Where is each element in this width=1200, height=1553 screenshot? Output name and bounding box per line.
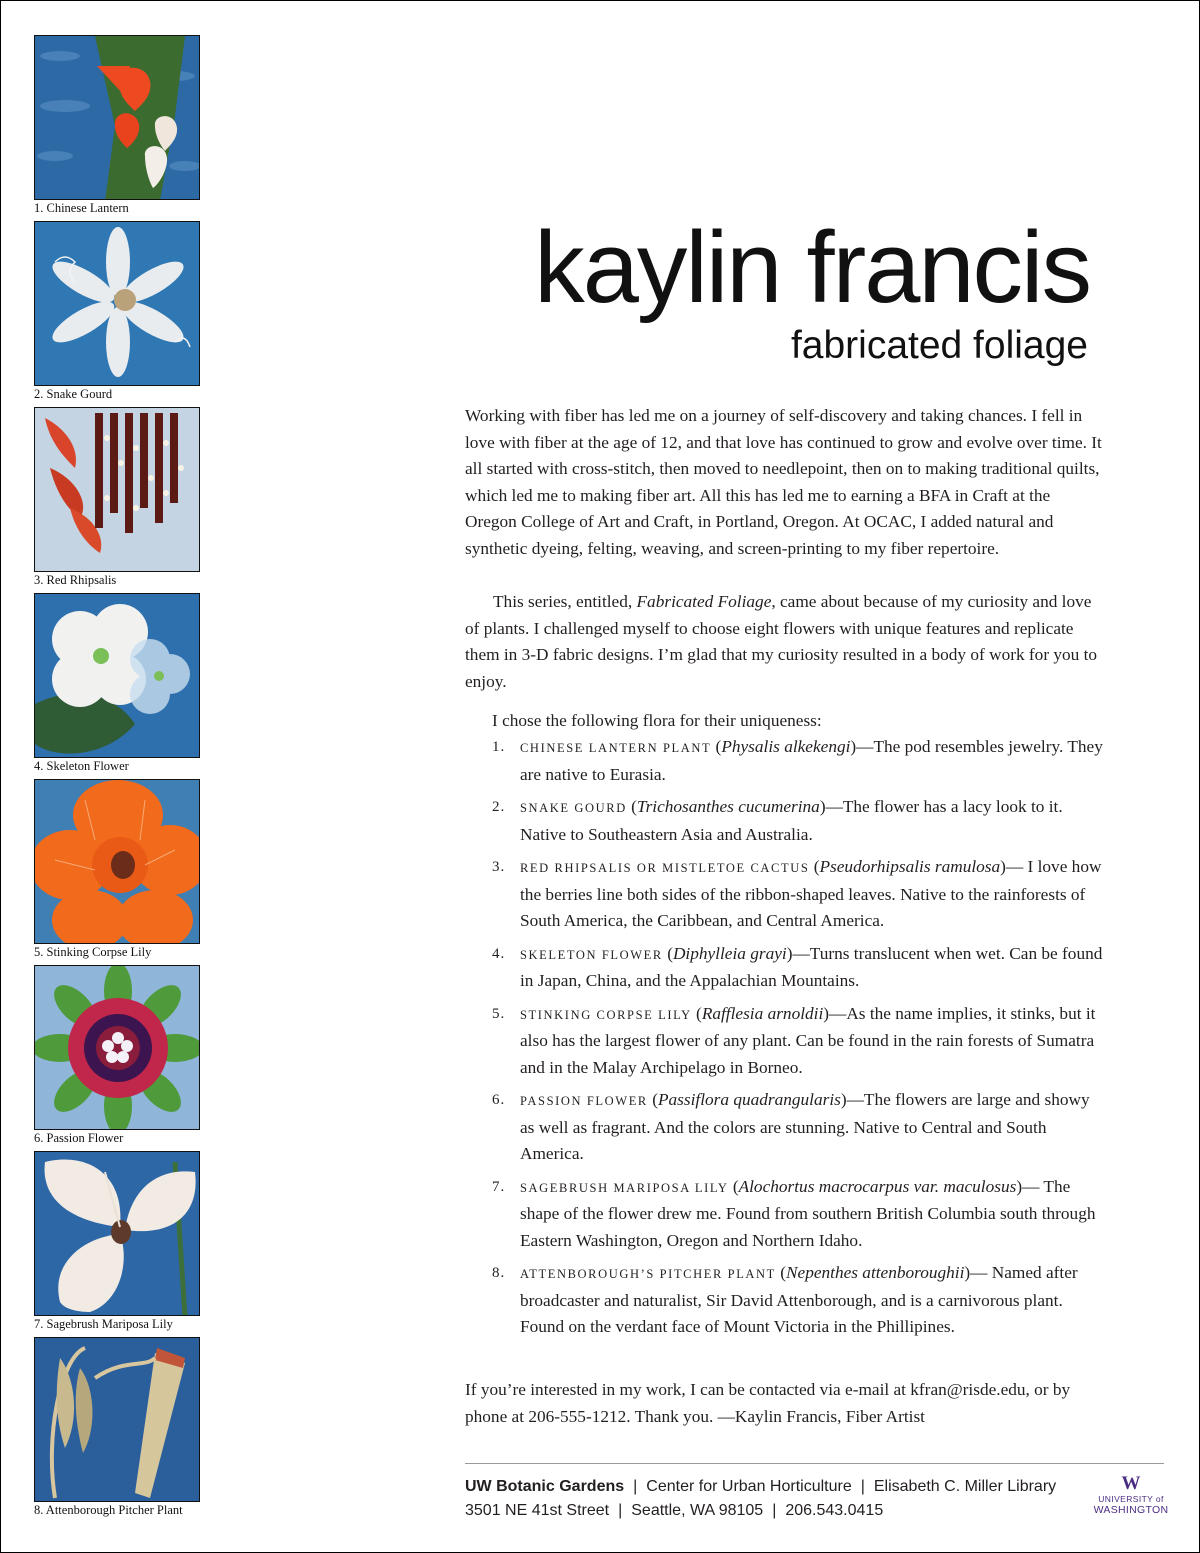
thumbnail-caption: 4. Skeleton Flower [34, 759, 129, 773]
list-number: 4. [492, 945, 506, 962]
flora-list [465, 734, 1105, 1347]
passion-flower-artwork [34, 965, 200, 1130]
flora-desc: — I love how the berries line both sides of the ribbon-shaped leaves. Native to the rainforests of South America, the Caribbean, and Central America. [520, 857, 1102, 930]
list-number: 6. [492, 1092, 506, 1108]
footer-city: Seattle, WA 98105 [631, 1502, 764, 1519]
flora-name: SKELETON FLOWER [520, 947, 663, 962]
flora-desc: —The pod resembles jewelry. They are native to Eurasia. [520, 737, 1103, 784]
list-item: 2. SNAKE GOURD (Trichosanthes cucumerina)—The flower has a lacy look to it. Native to Southeastern Asia and Australia. [465, 794, 1105, 848]
flora-name: RED RHIPSALIS OR MISTLETOE CACTUS [520, 861, 810, 875]
list-item: 4. SKELETON FLOWER (Diphylleia grayi)—Turns translucent when wet. Can be found in Japan, China, and the Appalachian Mountains. [465, 941, 1105, 995]
list-item: 7. SAGEBRUSH MARIPOSA LILY (Alochortus macrocarpus var. maculosus)— The shape of the flower drew me. Found from southern British Columbia south through Eastern Washington, Oregon and Northern Idaho. [465, 1174, 1105, 1255]
flora-name: CHINESE LANTERN PLANT [520, 741, 712, 755]
flora-desc: —As the name implies, it stinks, but it also has the largest flower of any plant. Can be found in the rain forests of Sumatra and in the Malay Archipelago in Borneo. [520, 1003, 1096, 1077]
flora-desc: —The flowers are large and showy as well as fragrant. And the colors are stunning. Native to Central and South America. [520, 1090, 1090, 1163]
thumbnail-skeleton-flower [34, 593, 200, 773]
uw-logo-university: UNIVERSITY of [1098, 1494, 1164, 1504]
footer-center: Center for Urban Horticulture [646, 1478, 852, 1495]
thumbnail-caption: 8. Attenborough Pitcher Plant [34, 1503, 183, 1517]
footer-line-2 [465, 1499, 1056, 1523]
flora-latin: Diphylleia grayi [672, 943, 787, 963]
footer-address: 3501 NE 41st Street [465, 1502, 610, 1519]
thumbnail-passion-flower [34, 965, 200, 1145]
uw-w-mark: W [1121, 1473, 1141, 1494]
footer-separator: | [772, 1502, 777, 1519]
flora-name: SAGEBRUSH MARIPOSA LILY [520, 1180, 729, 1195]
chinese-lantern-artwork [34, 35, 200, 200]
uw-logo [1092, 1474, 1170, 1516]
skeleton-flower-artwork [34, 593, 200, 758]
thumbnail-red-rhipsalis [34, 407, 200, 587]
series-title: Fabricated Foliage [636, 592, 772, 611]
flora-latin: Nepenthes attenboroughii [786, 1263, 965, 1282]
flora-desc: — Named after broadcaster and naturalist, Sir David Attenborough, and is a carnivorous plant. Found on the verdant face of Mount Victoria in the Phillipines. [520, 1263, 1078, 1336]
list-number: 2. [492, 799, 506, 815]
flora-intro: I chose the following flora for their uniqueness: [492, 711, 822, 730]
thumbnail-caption: 5. Stinking Corpse Lily [34, 945, 152, 959]
flora-name: ATTENBOROUGH’S PITCHER PLANT [520, 1267, 776, 1281]
corpse-lily-artwork [34, 779, 200, 944]
thumbnail-chinese-lantern [34, 35, 200, 215]
thumbnail-caption: 2. Snake Gourd [34, 387, 113, 401]
footer-line-1 [465, 1475, 1056, 1499]
list-item: 3. RED RHIPSALIS OR MISTLETOE CACTUS (Pseudorhipsalis ramulosa)— I love how the berries line both sides of the ribbon-shaped leaves. Native to the rainforests of South America, the Caribbean, and Central America. [465, 854, 1105, 935]
flora-desc: —Turns translucent when wet. Can be found in Japan, China, and the Appalachian Mountains. [520, 943, 1103, 990]
flora-latin: Trichosanthes cucumerina [636, 797, 820, 816]
list-item: 6. PASSION FLOWER (Passiflora quadrangularis)—The flowers are large and showy as well as fragrant. And the colors are stunning. Native to Central and South America. [465, 1087, 1105, 1168]
flora-desc: — The shape of the flower drew me. Found from southern British Columbia south through Eastern Washington, Oregon and Northern Idaho. [520, 1176, 1096, 1250]
list-number: 7. [492, 1178, 506, 1195]
thumbnail-corpse-lily [34, 779, 200, 959]
flora-latin: Alochortus macrocarpus var. maculosus [738, 1176, 1017, 1196]
flora-name: PASSION FLOWER [520, 1094, 648, 1108]
thumbnail-caption: 7. Sagebrush Mariposa Lily [34, 1317, 173, 1331]
snake-gourd-artwork [34, 221, 200, 386]
list-number: 3. [492, 859, 506, 875]
footer-org: UW Botanic Gardens [465, 1478, 625, 1495]
thumbnail-mariposa-lily [34, 1151, 200, 1331]
red-rhipsalis-artwork [34, 407, 200, 572]
flora-desc: —The flower has a lacy look to it. Native to Southeastern Asia and Australia. [520, 797, 1063, 844]
footer-separator: | [860, 1478, 865, 1495]
list-number: 8. [492, 1265, 506, 1281]
list-item: 1. CHINESE LANTERN PLANT (Physalis alkekengi)—The pod resembles jewelry. They are native to Eurasia. [465, 734, 1105, 788]
page-subtitle: fabricated foliage [790, 324, 1088, 367]
series-paragraph [465, 589, 1105, 695]
flora-name: SNAKE GOURD [520, 801, 627, 815]
flora-latin: Passiflora quadrangularis [657, 1090, 841, 1109]
flora-name: STINKING CORPSE LILY [520, 1007, 692, 1022]
intro-paragraph: Working with fiber has led me on a journey of self-discovery and taking chances. I fell in love with fiber at the age of 12, and that love has continued to grow and evolve over time. It all started with cross-stitch, then moved to needlepoint, then on to making traditional quilts, which led me to making fiber art. All this has led me to earning a BFA in Craft at the Oregon College of Art and Craft, in Portland, Oregon. At OCAC, I added natural and synthetic dyeing, felting, weaving, and screen-printing to my fiber repertoire. [465, 406, 1102, 558]
series-text-b: , came about because of my curiosity and love of plants. I challenged myself to choose eight flowers with unique features and replicate them in 3-D fabric designs. I’m glad that my curiosity resulted in a body of work for you to enjoy. [465, 592, 1098, 691]
footer-divider [465, 1463, 1164, 1464]
thumbnail-snake-gourd [34, 221, 200, 401]
footer-library: Elisabeth C. Miller Library [873, 1478, 1057, 1495]
contact-paragraph: If you’re interested in my work, I can be contacted via e-mail at kfran@risde.edu, or by phone at 206-555-1212. Thank you. —Kaylin Francis, Fiber Artist [465, 1380, 1071, 1426]
footer-separator: | [633, 1478, 638, 1495]
pitcher-plant-artwork [34, 1337, 200, 1502]
mariposa-lily-artwork [34, 1151, 200, 1316]
footer [465, 1475, 1056, 1523]
thumbnail-caption: 3. Red Rhipsalis [34, 573, 117, 587]
list-number: 5. [492, 1005, 506, 1022]
flora-latin: Rafflesia arnoldii [701, 1003, 824, 1023]
list-number: 1. [492, 739, 506, 755]
thumbnail-caption: 6. Passion Flower [34, 1131, 124, 1145]
page-title: kaylin francis [534, 212, 1090, 324]
thumbnail-caption: 1. Chinese Lantern [34, 201, 129, 215]
list-item: 8. ATTENBOROUGH’S PITCHER PLANT (Nepenthes attenboroughii)— Named after broadcaster and naturalist, Sir David Attenborough, and is a carnivorous plant. Found on the verdant face of Mount Victoria in the Phillipines. [465, 1260, 1105, 1341]
footer-separator: | [618, 1502, 623, 1519]
series-text-a: This series, entitled, [493, 592, 637, 611]
uw-logo-washington: WASHINGTON [1093, 1504, 1169, 1516]
flora-latin: Physalis alkekengi [721, 737, 851, 756]
footer-phone: 206.543.0415 [785, 1502, 884, 1519]
thumbnail-pitcher-plant [34, 1337, 200, 1517]
flora-latin: Pseudorhipsalis ramulosa [819, 857, 1001, 876]
list-item: 5. STINKING CORPSE LILY (Rafflesia arnoldii)—As the name implies, it stinks, but it also has the largest flower of any plant. Can be found in the rain forests of Sumatra and in the Malay Archipelago in Borneo. [465, 1001, 1105, 1082]
